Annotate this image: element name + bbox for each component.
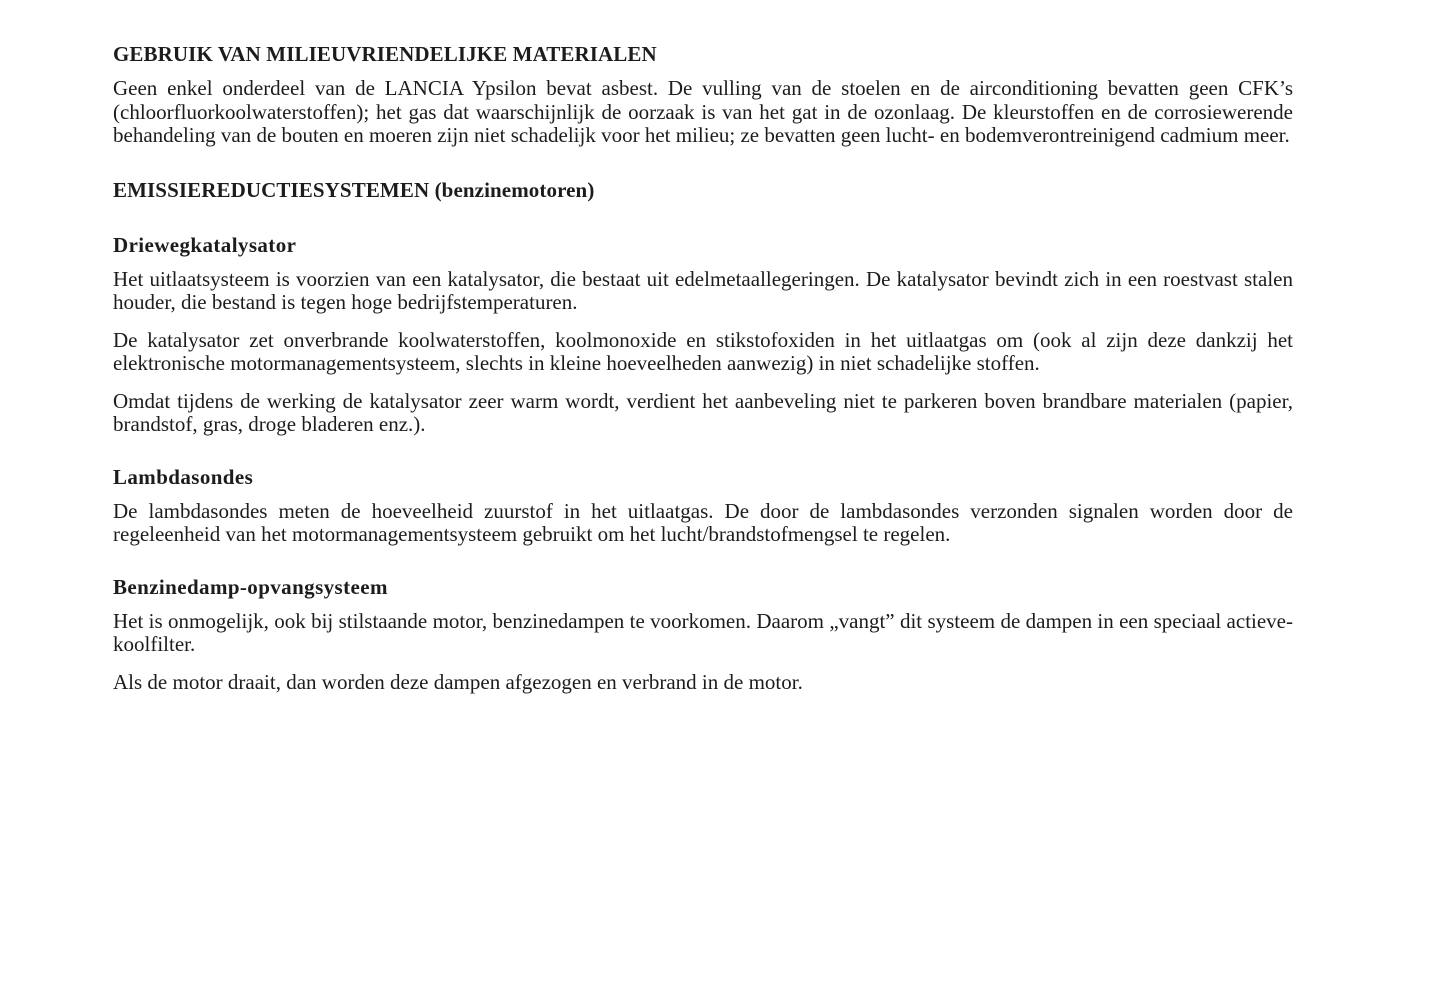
vapour-heading: Benzinedamp-opvangsysteem <box>113 574 388 599</box>
document-page <box>113 40 1293 694</box>
emissions-heading: EMISSIEREDUCTIESYSTEMEN (benzinemotoren) <box>113 177 595 202</box>
materials-paragraph: Geen enkel onderdeel van de LANCIA Ypsilon bevat asbest. De vulling van de stoelen en de airconditioning bevatten geen CFK’s (chloorfluorkoolwaterstoffen); het gas dat waarschijnlijk de oorzaak is van het gat in de ozonlaag. De kleurstoffen en de corrosiewerende behandeling van de bouten en moeren zijn niet schadelijk voor het milieu; ze bevatten geen lucht- en bodemverontreinigend cadmium meer. <box>113 76 1293 147</box>
catalyst-paragraph-2: De katalysator zet onverbrande koolwaterstoffen, koolmonoxide en stikstofoxiden in het uitlaatgas om (ook al zijn deze dankzij het elektronische motormanagementsysteem, slechts in kleine hoeveelheden aanwezig) in niet schadelijke stoffen. <box>113 327 1293 375</box>
lambda-paragraph: De lambdasondes meten de hoeveelheid zuurstof in het uitlaatgas. De door de lambdasondes verzonden signalen worden door de regeleenheid van het motormanagementsysteem gebruikt om het lucht/brandstofmengsel te regelen. <box>113 498 1293 546</box>
vapour-paragraph-1: Het is onmogelijk, ook bij stilstaande motor, benzinedampen te voorkomen. Daarom „vangt” dit systeem de dampen in een speciaal actieve-koolfilter. <box>113 608 1293 656</box>
materials-heading: GEBRUIK VAN MILIEUVRIENDELIJKE MATERIALEN <box>113 42 657 66</box>
catalyst-heading: Driewegkatalysator <box>113 232 297 257</box>
lambda-heading: Lambdasondes <box>113 464 254 489</box>
vapour-paragraph-2: Als de motor draait, dan worden deze dampen afgezogen en verbrand in de motor. <box>113 669 803 694</box>
catalyst-paragraph-3: Omdat tijdens de werking de katalysator zeer warm wordt, verdient het aanbeveling niet te parkeren boven brandbare materialen (papier, brandstof, gras, droge bladeren enz.). <box>113 388 1293 436</box>
catalyst-paragraph-1: Het uitlaatsysteem is voorzien van een katalysator, die bestaat uit edelmetaallegeringen. De katalysator bevindt zich in een roestvast stalen houder, die bestand is tegen hoge bedrijfstemperaturen. <box>113 266 1293 314</box>
